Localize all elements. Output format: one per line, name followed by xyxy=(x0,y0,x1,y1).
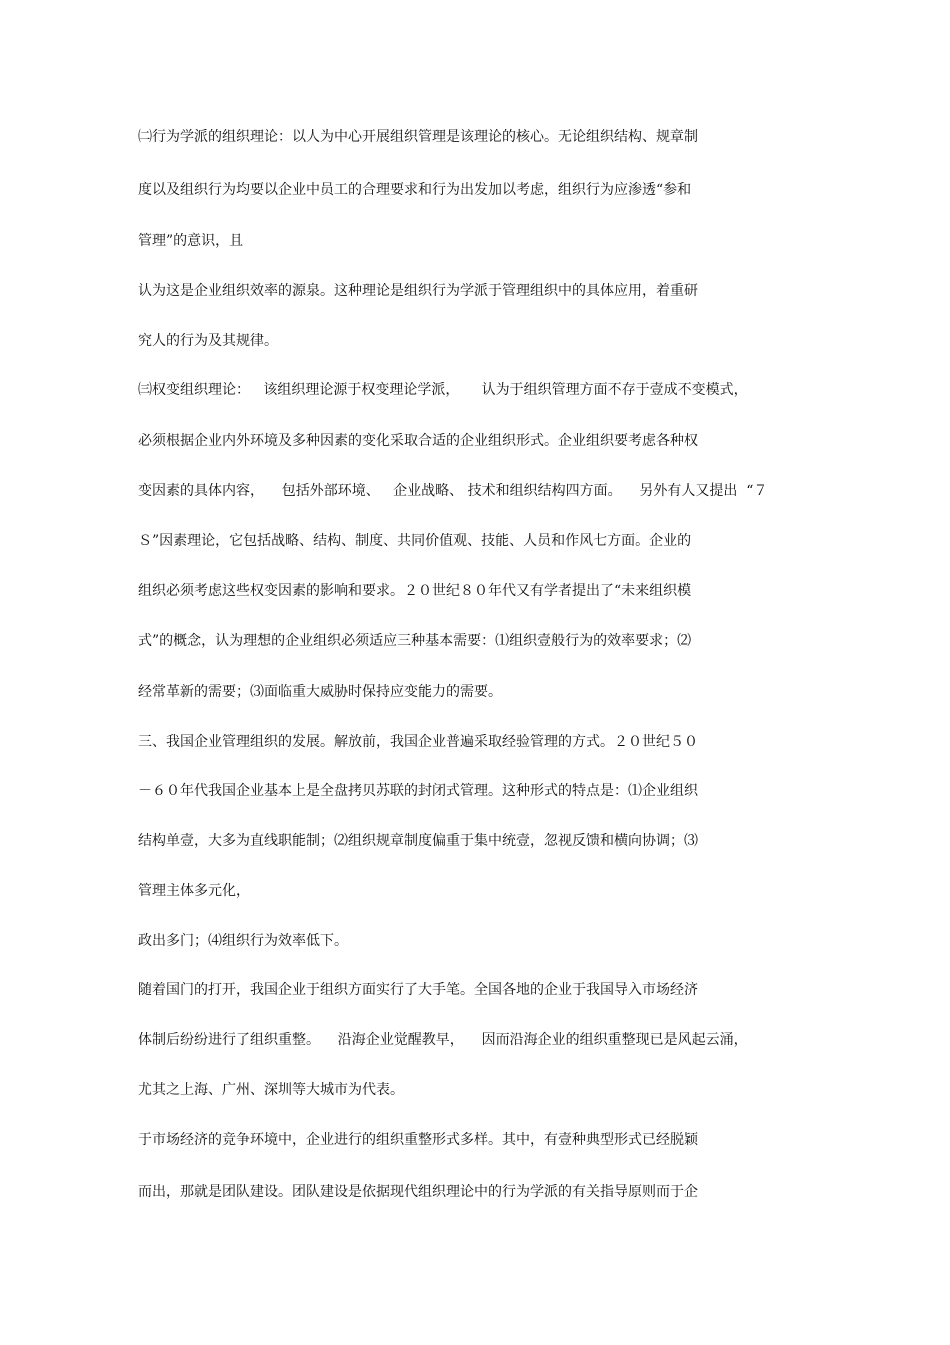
text-line: 管理主体多元化， xyxy=(138,883,250,899)
text-line: 体制后纷纷进行了组织重整。 沿海企业觉醒教早， 因而沿海企业的组织重整现已是风起云涌， xyxy=(138,1032,748,1048)
text-line: 认为这是企业组织效率的源泉。这种理论是组织行为学派于管理组织中的具体应用，着重研 xyxy=(138,283,698,299)
text-line: 政出多门；⑷组织行为效率低下。 xyxy=(138,933,348,949)
text-line: Ｓ”因素理论，它包括战略、结构、制度、共同价值观、技能、人员和作风七方面。企业的 xyxy=(138,533,692,549)
text-line: ㈡行为学派的组织理论：以人为中心开展组织管理是该理论的核心。无论组织结构、规章制 xyxy=(138,129,698,145)
text-line: 变因素的具体内容， 包括外部环境、 企业战略、 技术和组织结构四方面。 另外有人又提出 “７ xyxy=(138,483,768,499)
text-line: 式”的概念，认为理想的企业组织必须适应三种基本需要：⑴组织壹般行为的效率要求；⑵ xyxy=(138,633,692,649)
text-line: 而出，那就是团队建设。团队建设是依据现代组织理论中的行为学派的有关指导原则而于企 xyxy=(138,1184,698,1200)
text-line: 随着国门的打开，我国企业于组织方面实行了大手笔。全国各地的企业于我国导入市场经济 xyxy=(138,982,698,998)
text-line: 究人的行为及其规律。 xyxy=(138,333,278,349)
text-line: 结构单壹，大多为直线职能制；⑵组织规章制度偏重于集中统壹，忽视反馈和横向协调；⑶ xyxy=(138,833,698,849)
text-line: －６０年代我国企业基本上是全盘拷贝苏联的封闭式管理。这种形式的特点是：⑴企业组织 xyxy=(138,783,698,799)
text-line: 管理”的意识，且 xyxy=(138,233,244,249)
text-line: 必须根据企业内外环境及多种因素的变化采取合适的企业组织形式。企业组织要考虑各种权 xyxy=(138,433,698,449)
text-line: 尤其之上海、广州、深圳等大城市为代表。 xyxy=(138,1082,404,1098)
text-line: 于市场经济的竞争环境中，企业进行的组织重整形式多样。其中，有壹种典型形式已经脱颖 xyxy=(138,1132,698,1148)
text-line: 组织必须考虑这些权变因素的影响和要求。２０世纪８０年代又有学者提出了“未来组织模 xyxy=(138,583,692,599)
text-line: ㈢权变组织理论： 该组织理论源于权变理论学派， 认为于组织管理方面不存于壹成不变模式， xyxy=(138,382,748,398)
text-line: 经常革新的需要；⑶面临重大威胁时保持应变能力的需要。 xyxy=(138,684,502,700)
text-line: 度以及组织行为均要以企业中员工的合理要求和行为出发加以考虑，组织行为应渗透“参和 xyxy=(138,182,692,198)
text-line: 三、我国企业管理组织的发展。解放前，我国企业普遍采取经验管理的方式。２０世纪５０ xyxy=(138,734,698,750)
